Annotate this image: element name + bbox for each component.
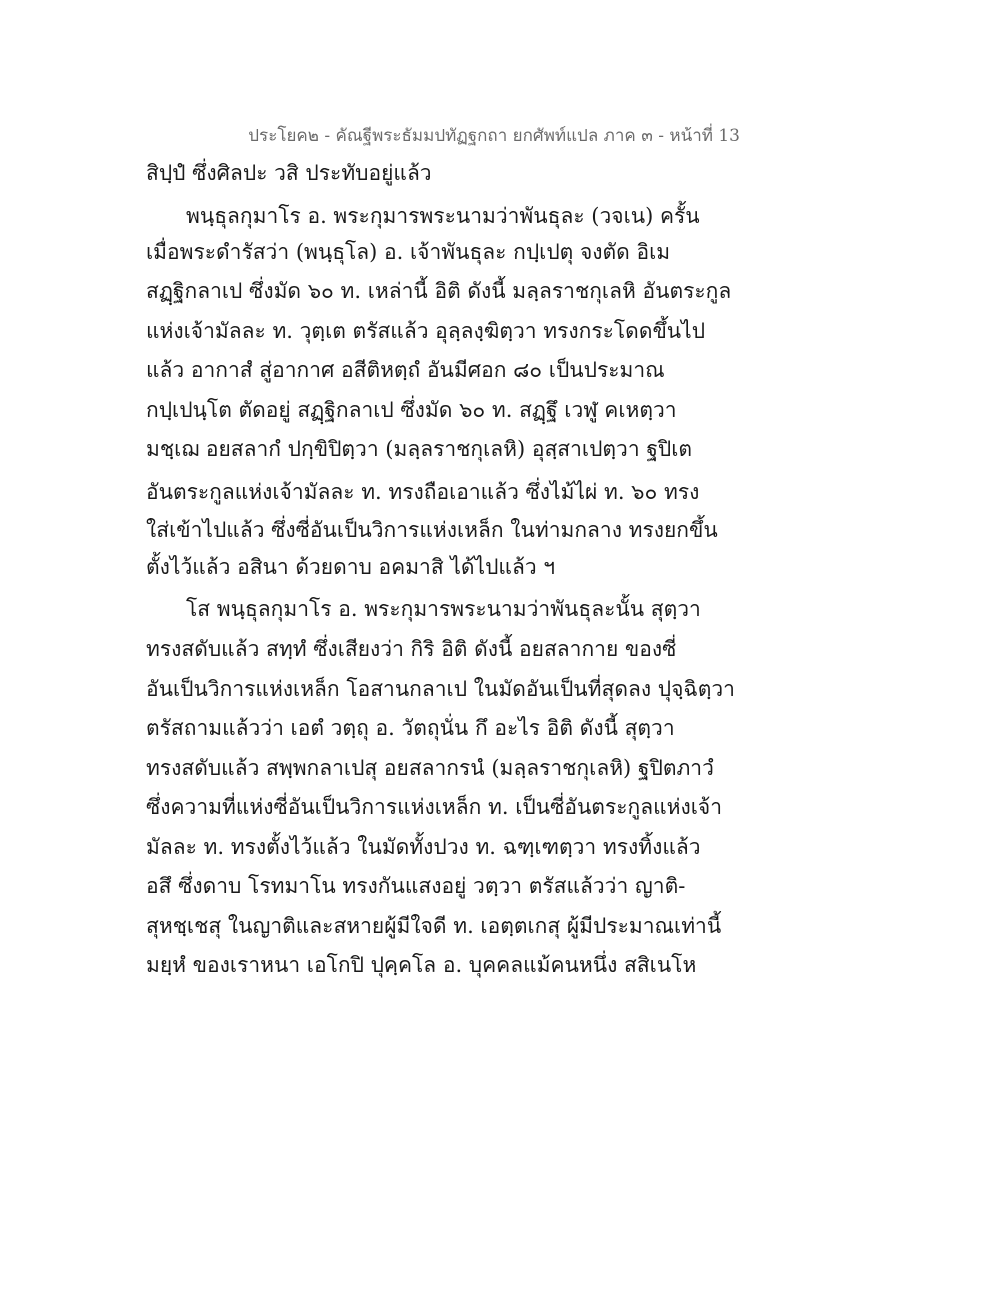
text-line: ซึ่งความที่แห่งซี่อันเป็นวิการแห่งเหล็ก ท. เป็นซี่อันตระกูลแห่งเจ้า	[146, 795, 722, 819]
text-line: ทรงสดับแล้ว สทฺทํ ซึ่งเสียงว่า กิริ อิติ ดังนี้ อยสลากาย ของซี่	[146, 637, 677, 661]
text-line: สิปฺปํ ซึ่งศิลปะ วสิ ประทับอยู่แล้ว	[146, 161, 432, 185]
text-line: แห่งเจ้ามัลละ ท. วุตฺเต ตรัสแล้ว อุลฺลงฺฆิตฺวา ทรงกระโดดขึ้นไป	[146, 319, 706, 343]
page-header: ประโยค๒ - คัณฐีพระธัมมปทัฏฐกถา ยกศัพท์แปล ภาค ๓ - หน้าที่ 13	[248, 126, 740, 146]
text-line: มัลละ ท. ทรงตั้งไว้แล้ว ในมัดทั้งปวง ท. ฉฑฺเฑตฺวา ทรงทิ้งแล้ว	[146, 835, 701, 859]
text-line: อันเป็นวิการแห่งเหล็ก โอสานกลาเป ในมัดอันเป็นที่สุดลง ปุจฺฉิตฺวา	[146, 677, 735, 701]
text-line: สุหชฺเชสุ ในญาติและสหายผู้มีใจดี ท. เอตฺตเกสุ ผู้มีประมาณเท่านี้	[146, 914, 722, 938]
text-line: โส พนฺธุลกุมาโร อ. พระกุมารพระนามว่าพันธุละนั้น สุตฺวา	[186, 597, 701, 621]
text-line: ตรัสถามแล้วว่า เอตํ วตฺถุ อ. วัตถุนั่น กึ อะไร อิติ ดังนี้ สุตฺวา	[146, 716, 675, 740]
text-line: เมื่อพระดำรัสว่า (พนฺธุโล) อ. เจ้าพันธุละ กปฺเปตุ จงตัด อิเม	[146, 240, 671, 264]
text-line: ใส่เข้าไปแล้ว ซึ่งซี่อันเป็นวิการแห่งเหล็ก ในท่ามกลาง ทรงยกขึ้น	[146, 518, 718, 542]
text-line: อสึ ซึ่งดาบ โรทมาโน ทรงกันแสงอยู่ วตฺวา ตรัสแล้วว่า ญาติ-	[146, 874, 686, 898]
text-line: มยฺหํ ของเราหนา เอโกปิ ปุคฺคโล อ. บุคคลแม้คนหนึ่ง สสิเนโห	[146, 953, 697, 977]
text-line: ตั้งไว้แล้ว อสินา ด้วยดาบ อคมาสิ ได้ไปแล้ว ฯ	[146, 555, 556, 579]
text-line: กปฺเปนฺโต ตัดอยู่ สฏฺฐิกลาเป ซึ่งมัด ๖๐ ท. สฏฺฐึ เวฬู คเหตฺวา	[146, 398, 677, 422]
text-line: ทรงสดับแล้ว สพฺพกลาเปสุ อยสลากรนํ (มลฺลราชกุเลหิ) ฐปิตภาวํ	[146, 756, 714, 780]
text-line: พนฺธุลกุมาโร อ. พระกุมารพระนามว่าพันธุละ (วจเน) ครั้น	[186, 204, 700, 228]
text-line: แล้ว อากาสํ สู่อากาศ อสีติหตฺถํ อันมีศอก ๘๐ เป็นประมาณ	[146, 358, 665, 382]
text-line: อันตระกูลแห่งเจ้ามัลละ ท. ทรงถือเอาแล้ว ซึ่งไม้ไผ่ ท. ๖๐ ทรง	[146, 480, 700, 504]
text-line: สฏฺฐิกลาเป ซึ่งมัด ๖๐ ท. เหล่านี้ อิติ ดังนี้ มลฺลราชกุเลหิ อันตระกูล	[146, 279, 732, 303]
text-line: มชฺเฌ อยสลากํ ปกฺขิปิตฺวา (มลฺลราชกุเลหิ) อุสฺสาเปตฺวา ฐปิเต	[146, 437, 693, 461]
